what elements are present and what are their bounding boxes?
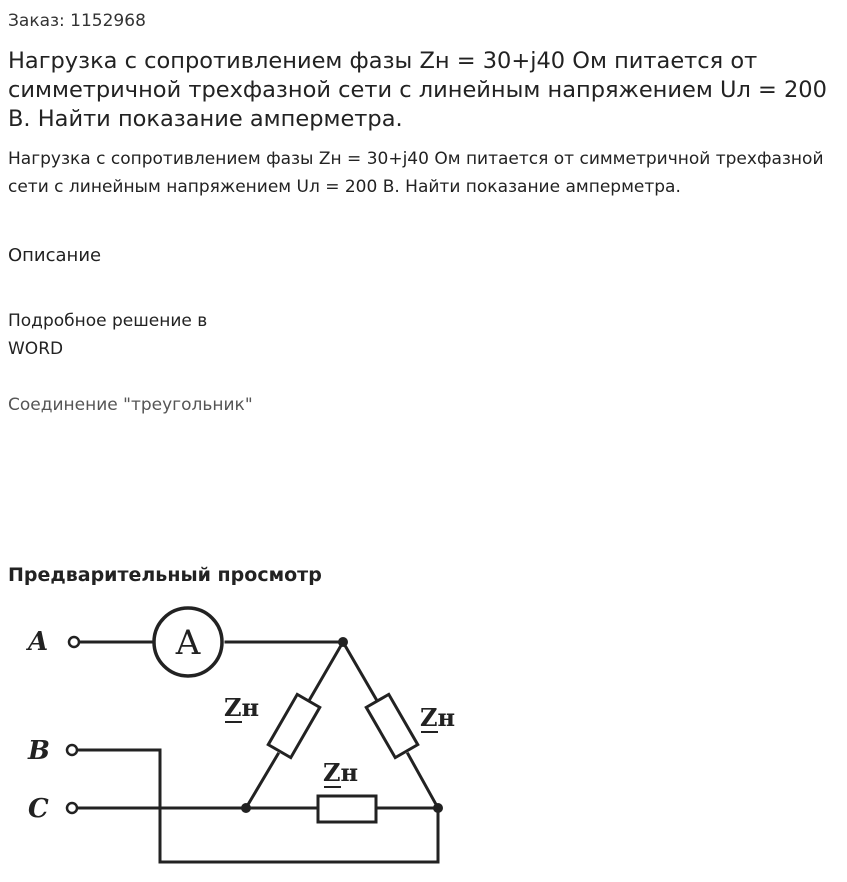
solution-line-1: Подробное решение в [8, 311, 208, 331]
node-bottom-right [433, 803, 443, 813]
solution-note [8, 307, 248, 363]
node-top [338, 637, 348, 647]
delta-right-lower [408, 754, 438, 808]
preview-heading: Предварительный просмотр [8, 564, 322, 586]
terminal-c-label: C [28, 794, 49, 824]
terminal-a-label: A [28, 627, 49, 657]
delta-left-upper [310, 642, 343, 699]
page-title: Нагрузка с сопротивлением фазы Zн = 30+j40 Ом питается от симметричной трехфазной сети с линейным напряжением Uл = 200 В. Найти показание амперметра. [8, 48, 827, 132]
terminal-a-icon [69, 637, 79, 647]
impedance-left-resistor [268, 694, 320, 757]
impedance-right-label: Zн [420, 703, 456, 732]
circuit-diagram-preview [20, 598, 480, 878]
impedance-right-resistor [366, 694, 418, 757]
solution-line-2: WORD [8, 339, 64, 359]
node-bottom-left [241, 803, 251, 813]
order-number: Заказ: 1152968 [8, 11, 146, 31]
terminal-b-icon [67, 745, 77, 755]
impedance-bottom-label: Zн [323, 758, 359, 787]
delta-right-upper [343, 642, 376, 699]
description-heading: Описание [8, 245, 102, 266]
delta-left-lower [246, 754, 278, 808]
impedance-left-label: Zн [224, 693, 260, 722]
connection-type: Соединение "треугольник" [8, 395, 253, 415]
ammeter-label: A [175, 623, 201, 663]
terminal-b-label: B [28, 736, 50, 766]
task-description: Нагрузка с сопротивлением фазы Zн = 30+j40 Ом питается от симметричной трехфазной сети с линейным напряжением Uл = 200 В. Найти показание амперметра. [8, 149, 824, 197]
impedance-bottom-resistor [318, 796, 376, 822]
terminal-c-icon [67, 803, 77, 813]
